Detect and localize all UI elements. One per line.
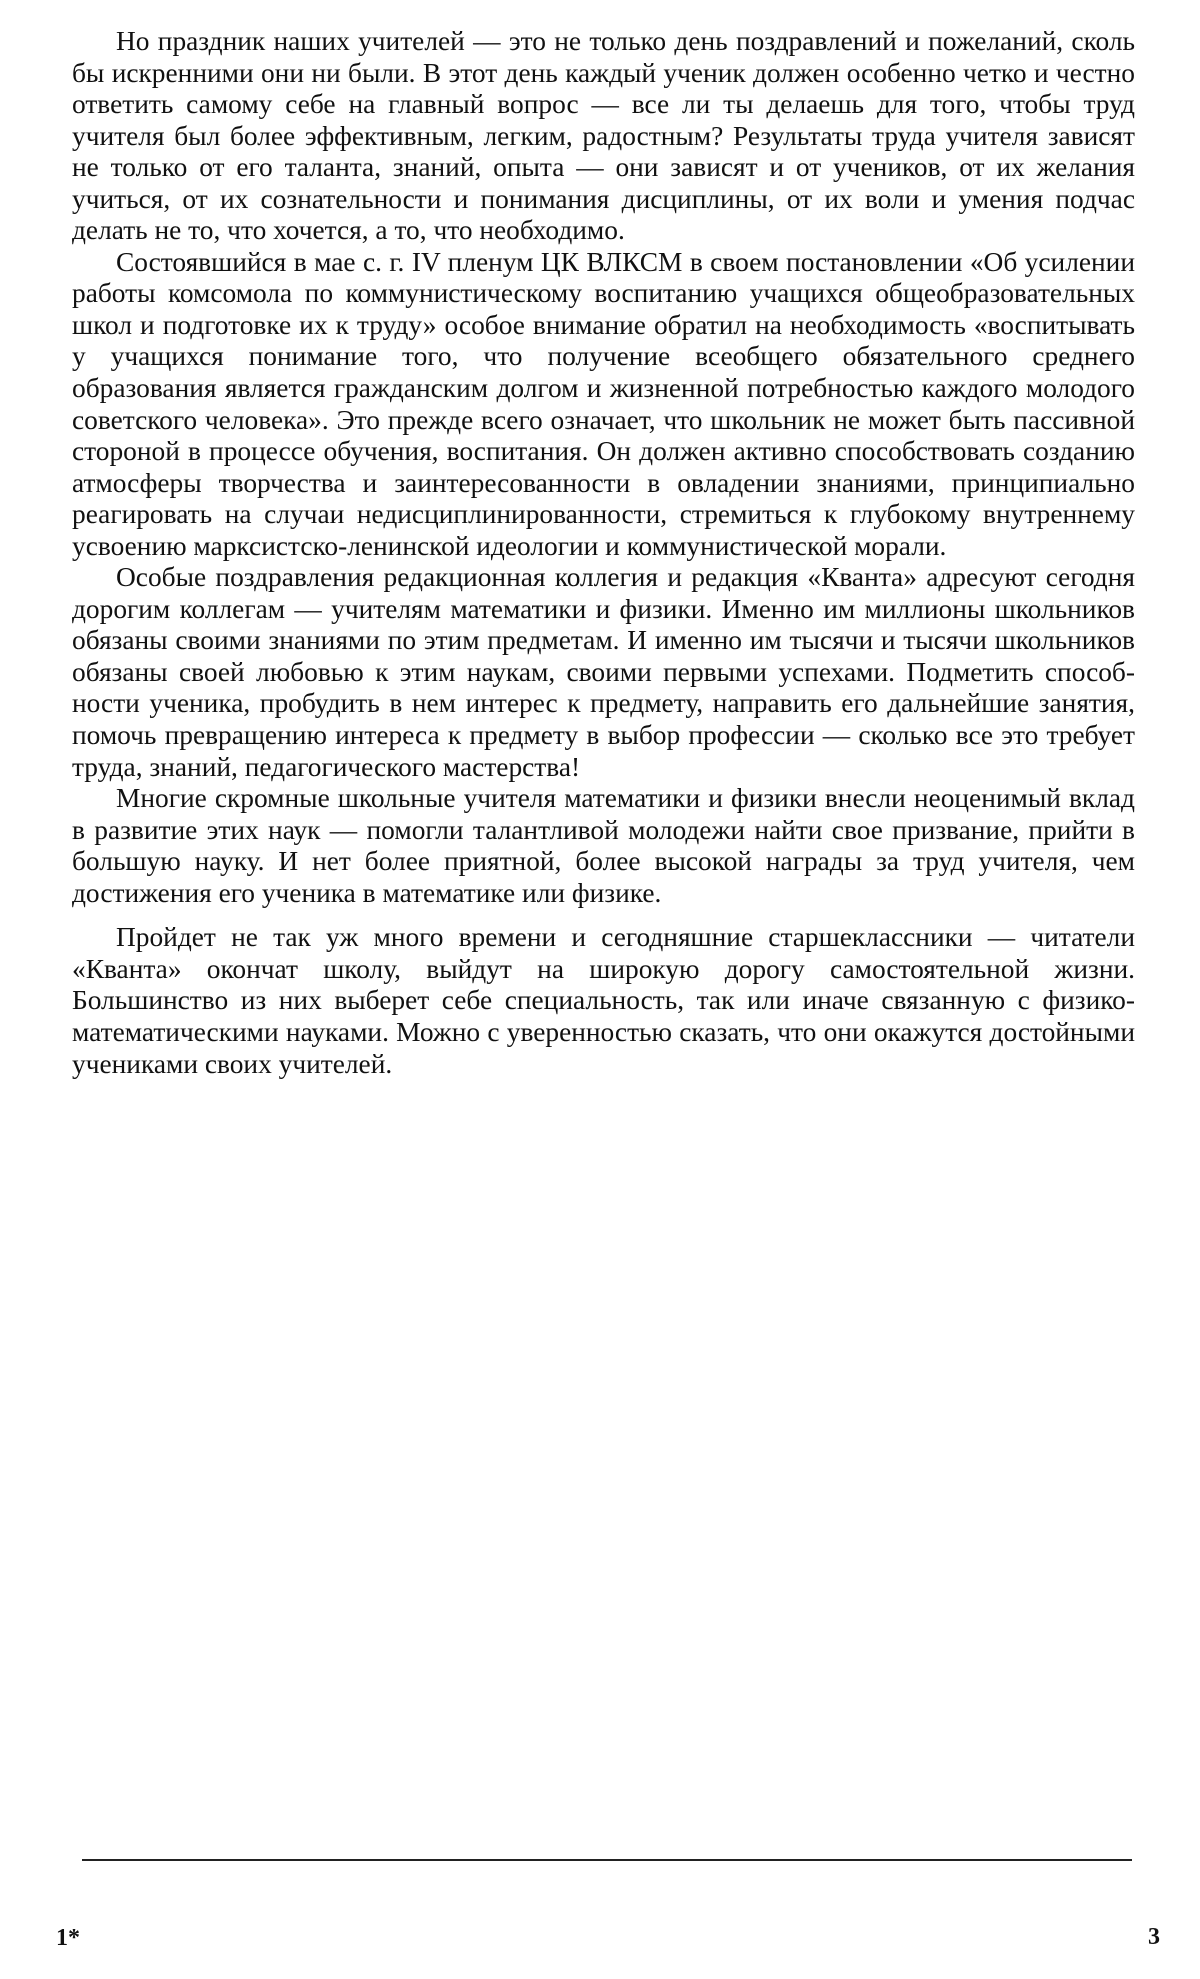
paragraph-5: Пройдет не так уж много времени и сегодняшние старшеклассники — читатели «Кванта» окончат школу, выйдут на широкую дорогу самостоятельной жизни. Большинство из них выберет себе специальность, так или иначе связанную с физико-математическими науками. Можно с уверенностью сказать, что они окажутся достойными учениками своих учителей. <box>72 922 1135 1079</box>
paragraph-1: Но праздник наших учителей — это не только день поздравлений и пожеланий, сколь бы искренними они ни были. В этот день каждый ученик должен особенно четко и честно ответить самому себе на главный вопрос — все ли ты делаешь для того, чтобы труд учителя был более эффективным, легким, радостным? Результаты труда учителя зависят не только от его таланта, знаний, опыта — они зависят и от учеников, от их желания учиться, от их сознательности и понимания дисциплины, от их воли и умения подчас делать не то, что хочется, а то, что необходимо. <box>72 26 1135 246</box>
paragraph-4: Многие скромные школьные учителя математики и физики внесли неоценимый вклад в развитие этих наук — помогли талантливой молодежи найти свое призвание, прийти в большую науку. И нет более приятной, более высокой награды за труд учителя, чем достижения его ученика в математике или физике. <box>72 783 1135 908</box>
page-number: 3 <box>1148 1924 1160 1950</box>
paragraph-3: Особые поздравления редакционная коллегия и редакция «Кванта» адресуют сегодня дорогим коллегам — учителям математики и физики. Именно им миллионы школьников обязаны своими знаниями по этим предметам. И именно им тысячи и тысячи школьников обязаны своей любовью к этим наукам, своими первыми успехами. Подметить способности ученика, пробудить в нем интерес к предмету, направить его дальнейшие занятия, помочь превращению интереса к предмету в выбор профессии — сколько все это требует труда, знаний, педагогического мастерства! <box>72 562 1135 782</box>
article-body <box>72 26 1135 1080</box>
footer-divider <box>82 1859 1132 1861</box>
paragraph-2: Состоявшийся в мае с. г. IV пленум ЦК ВЛКСМ в своем постановлении «Об усилении работы комсомола по коммунистическому воспитанию учащихся общеобразовательных школ и подготовке их к труду» особое внимание обратил на необходимость «воспитывать у учащихся понимание того, что получение всеобщего обязательного среднего образования является гражданским долгом и жизненной потребностью каждого молодого советского человека». Это прежде всего означает, что школьник не может быть пассивной стороной в процессе обучения, воспитания. Он должен активно способствовать созданию атмосферы творчества и заинтересованности в овладении знаниями, принципиально реагировать на случаи недисциплинированности, стремиться к глубокому внутреннему усвоению марксистско-ленинской идеологии и коммунистической морали. <box>72 246 1135 561</box>
signature-mark: 1* <box>56 1925 80 1951</box>
